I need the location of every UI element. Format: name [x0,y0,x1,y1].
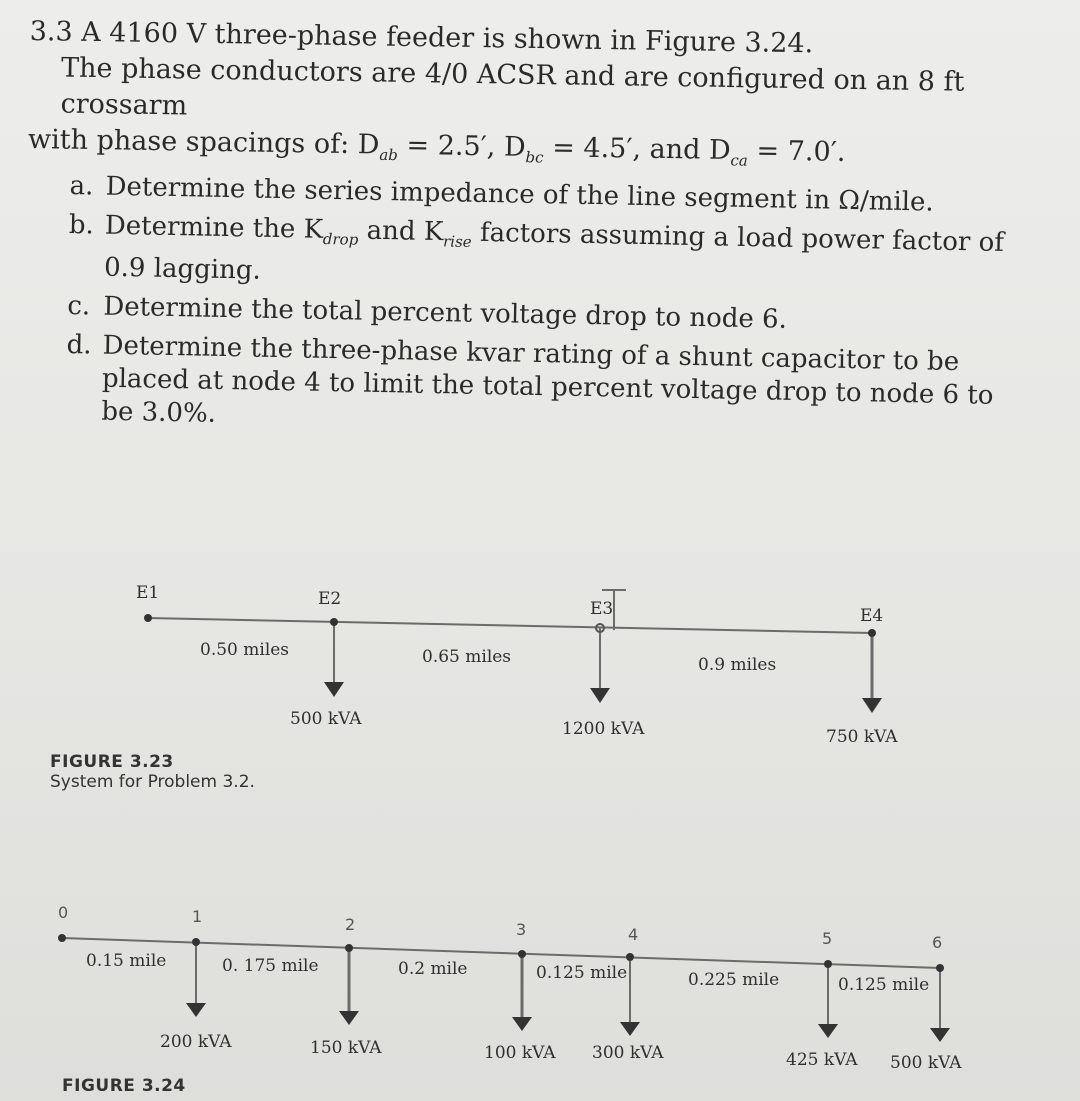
part-c: c. Determine the total percent voltage drop to node 6. [67,291,788,335]
arrow-e3 [590,688,610,703]
load-label-6: 500 kVA [890,1053,962,1073]
node-label-e4: E4 [860,606,884,626]
part-d: d. Determine the three-phase kvar rating of a shunt capacitor to be placed at node 4 to limit the total percent voltage drop to node 6 to be 3.0%. [66,330,994,430]
part-a: a. Determine the series impedance of the line segment in Ω/mile. [69,170,934,218]
problem-line-1: 3.3 A 4160 V three-phase feeder is shown in Figure 3.24. [29,15,814,60]
arrow-2 [339,1011,359,1025]
load-label-e2: 500 kVA [290,709,362,729]
node-dot-4 [626,953,634,961]
problem-line-3: with phase spacings of: $D_{ab} = 2.5'$, $D_{bc} = 4.5'$, and $D_{ca} = 7.0'$. [27,123,846,170]
segment-label-3: 0.9 miles [698,655,777,675]
load-label-1: 200 kVA [160,1032,232,1052]
node-label-3: 3 [516,920,527,939]
segment-label-1: 0.50 miles [200,640,290,660]
segment-label-34: 0.125 mile [536,963,628,983]
load-label-5: 425 kVA [786,1050,858,1070]
node-dot-e2 [330,618,338,626]
node-label-e2: E2 [318,589,342,609]
segment-label-23: 0.2 mile [398,959,468,979]
node-dot-3 [518,950,526,958]
load-label-e4: 750 kVA [826,727,898,747]
segment-label-2: 0.65 miles [422,647,512,667]
node-label-4: 4 [628,925,639,944]
node-dot-e4 [868,629,876,637]
node-dot-0 [58,934,66,942]
figure-3-23-text: System for Problem 3.2. [50,772,255,792]
node-label-5: 5 [822,929,833,948]
figure-3-24-caption [62,1076,186,1096]
node-dot-5 [824,960,832,968]
node-label-1: 1 [192,907,203,926]
arrow-1 [186,1003,206,1017]
arrow-e4 [862,698,882,713]
feeder-line-3-23 [148,618,872,633]
arrow-4 [620,1022,640,1036]
load-label-4: 300 kVA [592,1043,664,1063]
node-dot-2 [345,944,353,952]
segment-label-45: 0.225 mile [688,970,780,990]
node-label-6: 6 [932,933,943,952]
figure-3-23-label: FIGURE 3.23 [50,752,174,772]
node-label-0: 0 [58,903,69,922]
problem-line-2: The phase conductors are 4/0 ACSR and are configured on an 8 ft crossarm [60,52,965,122]
figure-3-23-caption [50,752,255,792]
part-b: b. Determine the $K_{drop}$ and $K_{rise}$ factors assuming a load power factor of 0.9 lagging. [68,209,1005,286]
node-label-e3: E3 [590,599,614,619]
segment-label-01: 0.15 mile [86,951,167,971]
load-label-3: 100 kVA [484,1043,556,1063]
node-dot-1 [192,938,200,946]
segment-label-12: 0. 175 mile [222,956,319,976]
arrow-e2 [324,682,344,697]
node-label-e1: E1 [136,583,160,603]
node-label-2: 2 [345,915,356,934]
arrow-5 [818,1024,838,1038]
figure-3-24-label: FIGURE 3.24 [62,1076,186,1096]
arrow-6 [930,1028,950,1042]
node-dot-6 [936,964,944,972]
node-dot-e1 [144,614,152,622]
load-label-e3: 1200 kVA [562,719,645,739]
segment-label-56: 0.125 mile [838,975,930,995]
arrow-3 [512,1017,532,1031]
load-label-2: 150 kVA [310,1038,382,1058]
